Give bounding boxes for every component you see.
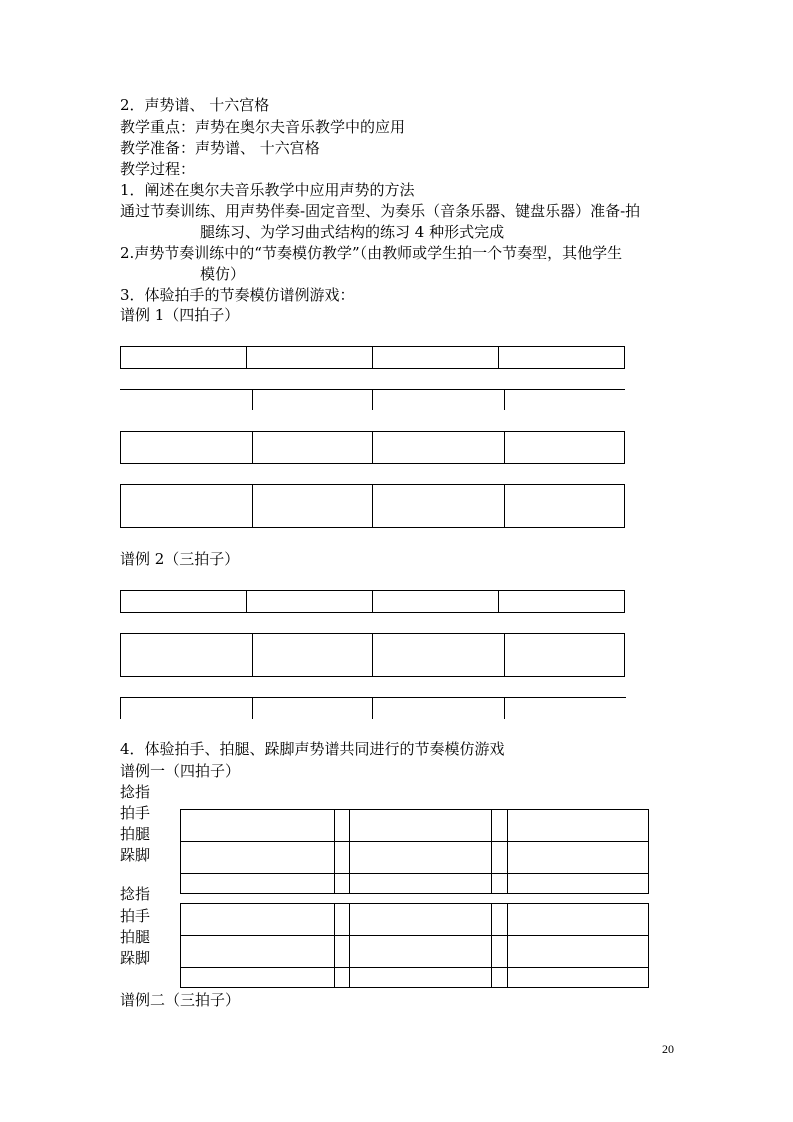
item-2-line-2: 模仿） — [200, 265, 246, 283]
grid-row-line — [180, 935, 649, 936]
item-2-line-1: 2.声势节奏训练中的“节奏模仿教学”（由教师或学生拍一个节奏型，其他学生 — [120, 244, 623, 262]
example-one-label: 谱例一（四拍子） — [120, 762, 241, 780]
grid-divider — [334, 809, 335, 894]
grid-divider — [498, 590, 499, 613]
item-3: 3．体验拍手的节奏模仿谱例游戏： — [120, 286, 355, 304]
grid-divider — [334, 903, 335, 988]
label-snap: 捻指 — [120, 783, 151, 801]
item-1-line-1: 通过节奏训练、用声势伴奏-固定音型、为奏乐（音条乐器、键盘乐器）准备-拍 — [120, 202, 641, 220]
grid-divider — [372, 484, 373, 528]
label-stamp: 跺脚 — [120, 846, 151, 864]
label-clap: 拍手 — [120, 907, 151, 925]
example-two-label: 谱例二（三拍子） — [120, 991, 241, 1009]
grid-divider — [246, 590, 247, 613]
grid-divider — [504, 431, 505, 464]
grid-divider — [507, 903, 508, 988]
grid-divider — [372, 590, 373, 613]
grid-divider — [252, 389, 253, 410]
grid-divider — [504, 389, 505, 410]
grid-row-line — [120, 697, 626, 698]
teaching-process: 教学过程： — [120, 160, 196, 178]
item-1: 1．阐述在奥尔夫音乐教学中应用声势的方法 — [120, 181, 415, 199]
grid-divider — [491, 903, 492, 988]
grid-divider — [252, 431, 253, 464]
label-clap: 拍手 — [120, 804, 151, 822]
label-pat: 拍腿 — [120, 825, 151, 843]
label-stamp: 跺脚 — [120, 949, 151, 967]
section-title: 2．声势谱、 十六宫格 — [120, 96, 270, 114]
grid-divider — [252, 633, 253, 677]
grid-divider — [507, 809, 508, 894]
item-1-line-2: 腿练习、为学习曲式结构的练习 4 种形式完成 — [200, 223, 505, 241]
teaching-focus: 教学重点：声势在奥尔夫音乐教学中的应用 — [120, 118, 406, 136]
grid-divider — [491, 809, 492, 894]
grid-divider — [372, 431, 373, 464]
grid-divider — [372, 389, 373, 410]
label-snap: 捻指 — [120, 885, 151, 903]
label-pat: 拍腿 — [120, 928, 151, 946]
grid-row-line — [180, 967, 649, 968]
example-1-label: 谱例 1（四拍子） — [120, 306, 240, 324]
grid-divider — [349, 809, 350, 894]
example-2-label: 谱例 2（三拍子） — [120, 550, 240, 568]
grid-divider — [498, 346, 499, 369]
grid-divider — [372, 697, 373, 719]
grid-divider — [252, 484, 253, 528]
grid-divider — [504, 697, 505, 719]
grid-row-line — [180, 841, 649, 842]
grid-divider — [504, 633, 505, 677]
grid-frame — [180, 903, 649, 988]
grid-divider — [120, 697, 121, 719]
page-number: 20 — [662, 1042, 674, 1056]
teaching-prep: 教学准备：声势谱、 十六宫格 — [120, 139, 320, 157]
grid-divider — [372, 346, 373, 369]
grid-divider — [252, 697, 253, 719]
grid-divider — [246, 346, 247, 369]
grid-row-line — [180, 873, 649, 874]
grid-divider — [349, 903, 350, 988]
grid-divider — [372, 633, 373, 677]
grid-frame — [180, 809, 649, 894]
item-4: 4．体验拍手、拍腿、跺脚声势谱共同进行的节奏模仿游戏 — [120, 740, 505, 758]
grid-divider — [504, 484, 505, 528]
